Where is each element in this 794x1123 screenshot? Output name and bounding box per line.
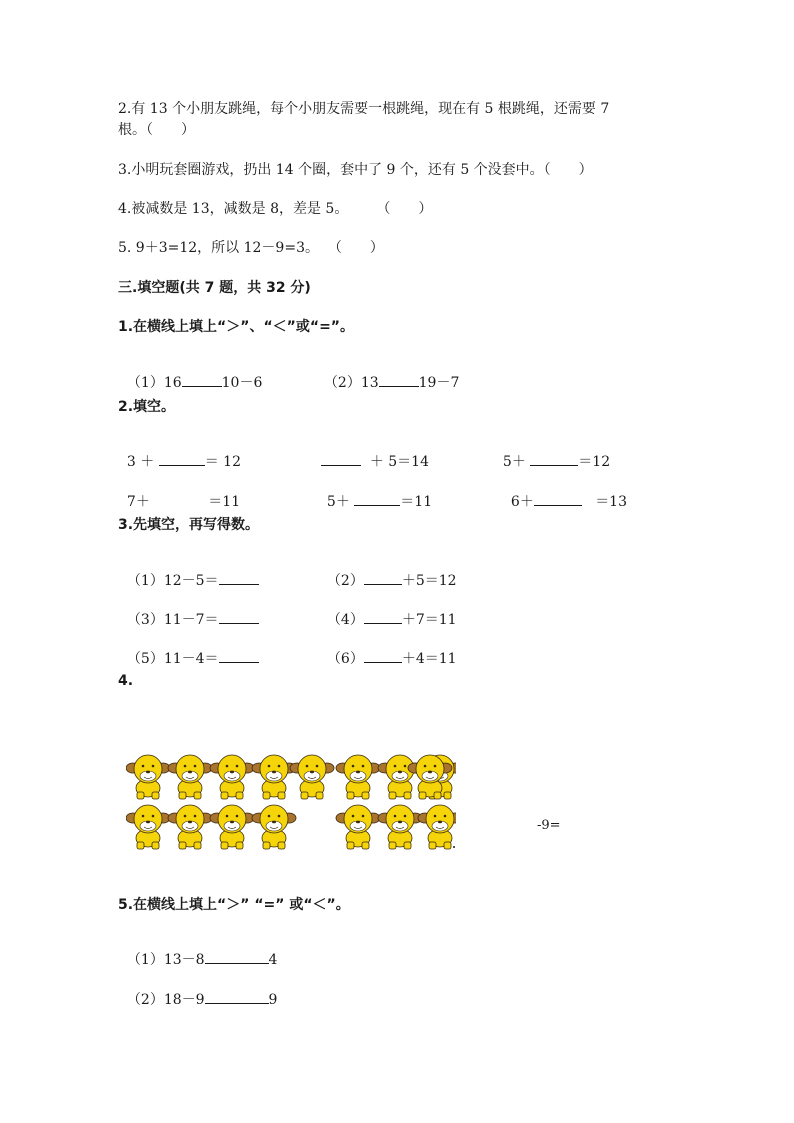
fill1-a-suffix: 10－6 bbox=[221, 375, 263, 391]
fill1-a-prefix: （1）16 bbox=[126, 375, 182, 391]
fill3-6-prefix: （6） bbox=[326, 651, 364, 667]
fill1-title: 1.在横线上填上“＞”、“＜”或“=”。 bbox=[118, 319, 354, 335]
fill3-6-blank[interactable] bbox=[364, 648, 402, 663]
fill3-item-2 bbox=[318, 554, 457, 590]
question-3: 3.小明玩套圈游戏，扔出 14 个圈，套中了 9 个，还有 5 个没套中。（ ） bbox=[118, 162, 593, 178]
dog-icon bbox=[168, 805, 212, 849]
question-2-line2: 根。（ ） bbox=[118, 122, 195, 138]
fill3-item-4 bbox=[318, 593, 457, 629]
fill2-r2c1 bbox=[118, 475, 240, 511]
fill5-b-blank[interactable] bbox=[205, 989, 269, 1004]
dog-icon bbox=[210, 805, 254, 849]
fill3-title: 3.先填空，再写得数。 bbox=[118, 517, 260, 533]
fill3-3-text: （3）11－7＝ bbox=[126, 612, 219, 628]
fill2-r2c2-blank[interactable] bbox=[354, 491, 400, 506]
question-4: 4.被减数是 13，减数是 8，差是 5。 （ ） bbox=[118, 201, 433, 217]
fill2-r1c1-prefix: 3 ＋ bbox=[126, 454, 155, 470]
fill3-4-suffix: ＋7＝11 bbox=[401, 612, 457, 628]
fill5-a-prefix: （1）13－8 bbox=[126, 952, 205, 968]
fill2-r2c2 bbox=[318, 475, 432, 511]
fill3-2-suffix: ＋5＝12 bbox=[401, 573, 457, 589]
fill2-r1c3-blank[interactable] bbox=[530, 451, 578, 466]
fill2-r2c1-blank[interactable] bbox=[154, 491, 208, 506]
fill2-r1c2-suffix: ＋ 5＝14 bbox=[369, 454, 429, 470]
fill2-r2c3-blank[interactable] bbox=[534, 491, 582, 506]
fill3-item-1 bbox=[118, 554, 259, 590]
fill1-b-blank[interactable] bbox=[379, 372, 419, 387]
fill5-a-suffix: 4 bbox=[268, 952, 278, 968]
fill1-b-suffix: 19－7 bbox=[418, 375, 460, 391]
fill3-4-prefix: （4） bbox=[326, 612, 364, 628]
fill2-r2c2-suffix: ＝11 bbox=[400, 494, 433, 510]
fill2-r1c3 bbox=[494, 435, 610, 471]
fill5-item-b bbox=[118, 973, 277, 1009]
fill1-b-prefix: （2）13 bbox=[323, 375, 379, 391]
fill4-minus-label: -9= bbox=[537, 818, 561, 833]
dog-icon bbox=[378, 805, 422, 849]
fill2-r2c2-prefix: 5＋ bbox=[326, 494, 350, 510]
fill3-5-blank[interactable] bbox=[219, 648, 259, 663]
fill2-r1c2 bbox=[312, 435, 429, 471]
fill1-a-blank[interactable] bbox=[182, 372, 222, 387]
fill2-title: 2.填空。 bbox=[118, 399, 176, 415]
fill3-6-suffix: ＋4＝11 bbox=[401, 651, 457, 667]
fill1-item-b bbox=[315, 356, 459, 392]
fill3-1-blank[interactable] bbox=[219, 570, 259, 585]
fill5-b-prefix: （2）18－9 bbox=[126, 992, 205, 1008]
fill2-r2c3 bbox=[502, 475, 627, 511]
fill2-r1c3-prefix: 5＋ bbox=[502, 454, 526, 470]
fill2-r1c1 bbox=[118, 435, 241, 471]
dog-icon bbox=[126, 805, 170, 849]
dog-icon bbox=[418, 805, 456, 849]
fill5-title: 5.在横线上填上“＞” “=” 或“＜”。 bbox=[118, 897, 350, 913]
dog-icon bbox=[168, 755, 212, 799]
dog-icon bbox=[126, 755, 170, 799]
dog-icon bbox=[290, 755, 334, 799]
fill1-item-a bbox=[118, 356, 262, 392]
fill3-3-blank[interactable] bbox=[219, 609, 259, 624]
dog-icon bbox=[336, 805, 380, 849]
fill3-2-blank[interactable] bbox=[364, 570, 402, 585]
fill3-5-text: （5）11－4＝ bbox=[126, 651, 219, 667]
fill2-r2c1-suffix: ＝11 bbox=[208, 494, 241, 510]
fill3-1-text: （1）12－5＝ bbox=[126, 573, 219, 589]
dog-icon bbox=[336, 755, 380, 799]
fill2-r1c3-suffix: ＝12 bbox=[578, 454, 611, 470]
fill3-item-5 bbox=[118, 632, 259, 668]
fill4-title: 4. bbox=[118, 673, 134, 689]
fill3-item-6 bbox=[318, 632, 457, 668]
fill2-r1c1-blank[interactable] bbox=[159, 451, 205, 466]
dog-icon bbox=[252, 805, 296, 849]
fill3-4-blank[interactable] bbox=[364, 609, 402, 624]
dog-icon bbox=[252, 755, 296, 799]
fill2-r1c1-suffix: ＝ 12 bbox=[204, 454, 241, 470]
question-2-line1: 2.有 13 个小朋友跳绳，每个小朋友需要一根跳绳，现在有 5 根跳绳，还需要 7 bbox=[118, 101, 610, 117]
fill3-item-3 bbox=[118, 593, 259, 629]
dog-icon bbox=[210, 755, 254, 799]
fill5-b-suffix: 9 bbox=[268, 992, 278, 1008]
fill2-r1c2-blank[interactable] bbox=[321, 451, 361, 466]
section-title: 三.填空题(共 7 题，共 32 分) bbox=[118, 280, 311, 296]
dog-icon bbox=[378, 755, 422, 799]
fill5-item-a bbox=[118, 933, 277, 969]
dog-picture bbox=[126, 752, 456, 852]
question-5: 5. 9＋3=12，所以 12－9=3。 （ ） bbox=[118, 240, 384, 256]
picture-dot bbox=[453, 846, 455, 848]
fill3-2-prefix: （2） bbox=[326, 573, 364, 589]
fill2-r2c3-suffix: ＝13 bbox=[595, 494, 628, 510]
fill5-a-blank[interactable] bbox=[205, 949, 269, 964]
fill2-r2c1-prefix: 7＋ bbox=[126, 494, 150, 510]
dog-picture-svg bbox=[126, 752, 456, 852]
fill2-r2c3-prefix: 6＋ bbox=[510, 494, 534, 510]
